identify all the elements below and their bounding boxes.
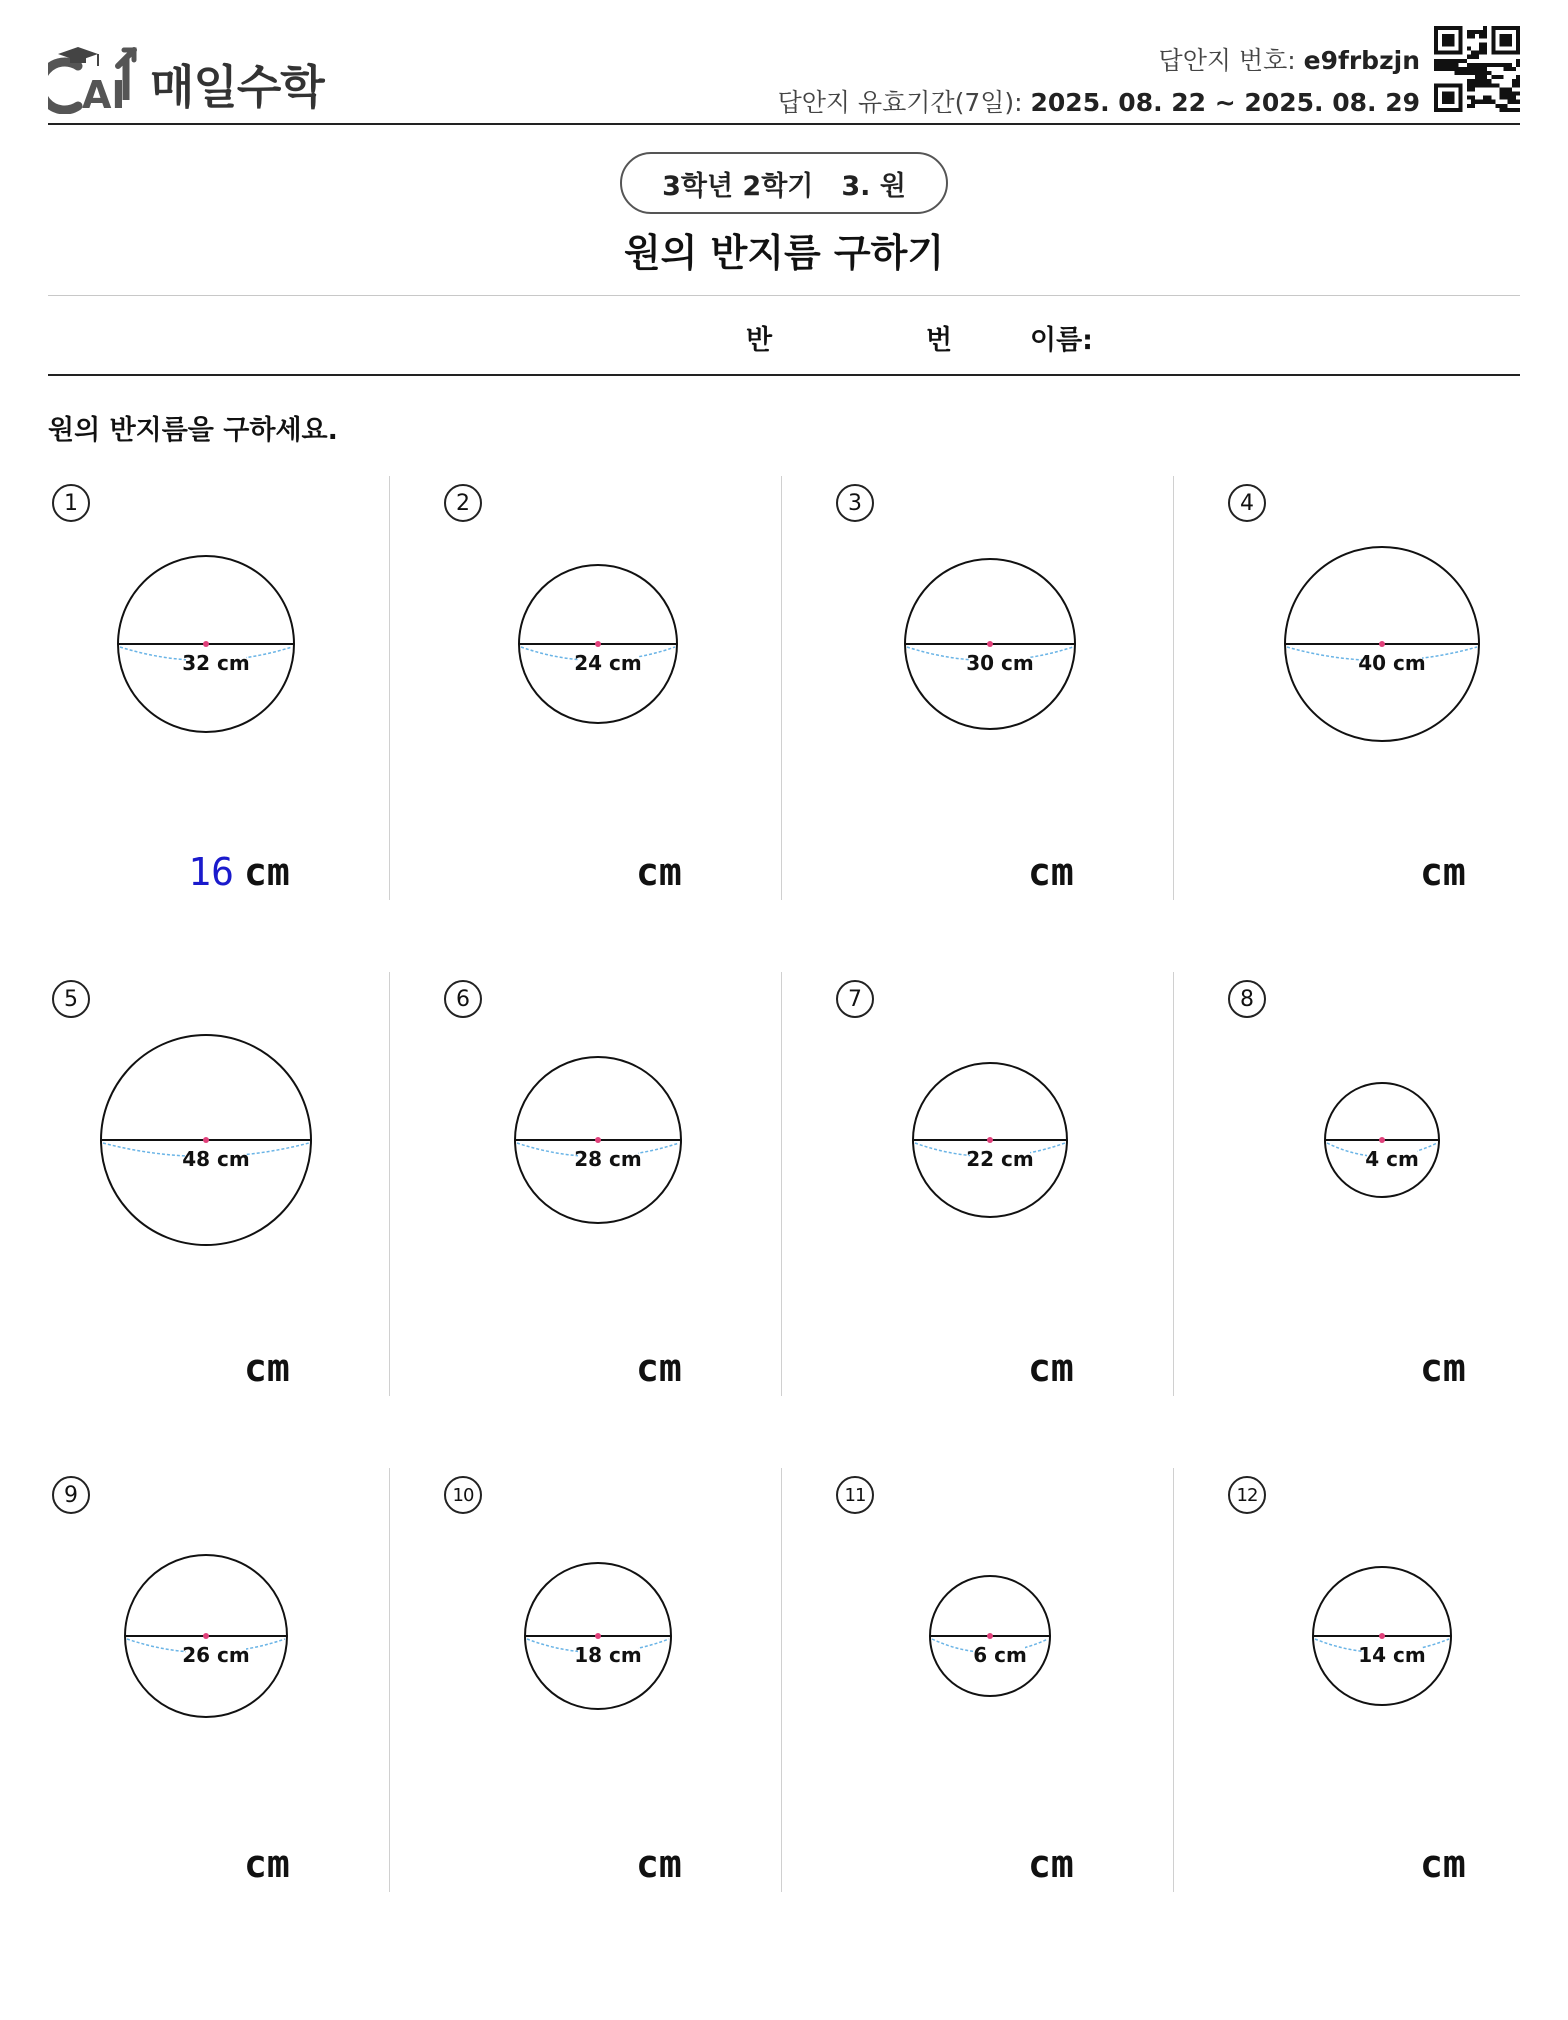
circle-figure (1224, 476, 1568, 836)
answer-row (1224, 1838, 1568, 1888)
validity-label: 답안지 유효기간(7일): (777, 88, 1023, 117)
problem-number: 12 (1228, 1476, 1266, 1514)
sheet-info (778, 40, 1420, 124)
problem-number: 3 (836, 484, 874, 522)
problem-number: 7 (836, 980, 874, 1018)
center-dot (1379, 1633, 1385, 1639)
logo (48, 34, 324, 114)
problem-item (832, 476, 1224, 906)
answer-unit: cm (1028, 850, 1074, 894)
problem-number: 8 (1228, 980, 1266, 1018)
problem-number: 2 (444, 484, 482, 522)
problem-item (440, 1468, 832, 1898)
center-dot (595, 641, 601, 647)
answer-unit: cm (636, 1842, 682, 1886)
sheet-number: e9frbzjn (1303, 46, 1420, 75)
answer-row (48, 846, 440, 896)
diameter-label: 40 cm (1358, 651, 1426, 675)
logo-prefix: AI (82, 73, 126, 114)
answer-row (440, 1342, 832, 1392)
circle-figure (832, 1468, 1224, 1828)
center-dot (595, 1633, 601, 1639)
circle-figure (48, 972, 440, 1332)
answer-row (832, 1838, 1224, 1888)
diameter-label: 14 cm (1358, 1643, 1426, 1667)
answer-unit: cm (244, 850, 290, 894)
logo-text: 매일수학 (150, 60, 324, 114)
number-label: 번 (926, 325, 953, 356)
problem-item (440, 476, 832, 906)
center-dot (987, 641, 993, 647)
center-dot (1379, 641, 1385, 647)
circle-figure (48, 476, 440, 836)
problem-item (832, 1468, 1224, 1898)
center-dot (987, 1137, 993, 1143)
circle-figure (1224, 972, 1568, 1332)
problem-number: 5 (52, 980, 90, 1018)
diameter-label: 22 cm (966, 1147, 1034, 1171)
answer-unit: cm (1420, 1842, 1466, 1886)
problem-item (1224, 476, 1568, 906)
problem-number: 4 (1228, 484, 1266, 522)
center-dot (203, 1633, 209, 1639)
answer-row (48, 1342, 440, 1392)
circle-figure (48, 1468, 440, 1828)
name-divider (48, 374, 1520, 376)
center-dot (987, 1633, 993, 1639)
circle-figure (832, 972, 1224, 1332)
center-dot (203, 641, 209, 647)
circle-figure (1224, 1468, 1568, 1828)
answer-unit: cm (636, 850, 682, 894)
problem-number: 11 (836, 1476, 874, 1514)
diameter-label: 28 cm (574, 1147, 642, 1171)
page-title: 원의 반지름 구하기 (623, 231, 945, 275)
problem-item (832, 972, 1224, 1402)
problem-item (48, 972, 440, 1402)
sheet-number-label: 답안지 번호: (1158, 46, 1296, 75)
answer-row (832, 1342, 1224, 1392)
validity-dates: 2025. 08. 22 ~ 2025. 08. 29 (1030, 88, 1420, 117)
unit-badge (620, 152, 948, 214)
answer-row (440, 846, 832, 896)
center-dot (203, 1137, 209, 1143)
title-divider (48, 295, 1520, 296)
center-dot (1379, 1137, 1385, 1143)
diameter-label: 24 cm (574, 651, 642, 675)
answer-unit: cm (1420, 1346, 1466, 1390)
answer-row (440, 1838, 832, 1888)
circle-figure (440, 972, 832, 1332)
logo-graduation-icon (48, 44, 144, 114)
circle-figure (440, 476, 832, 836)
problem-item (1224, 1468, 1568, 1898)
name-label: 이름: (1030, 325, 1093, 356)
circle-figure (832, 476, 1224, 836)
circle-figure (440, 1468, 832, 1828)
answer-row (1224, 1342, 1568, 1392)
problem-number: 6 (444, 980, 482, 1018)
answer-unit: cm (1420, 850, 1466, 894)
center-dot (595, 1137, 601, 1143)
diameter-label: 48 cm (182, 1147, 250, 1171)
problem-item (440, 972, 832, 1402)
answer-unit: cm (1028, 1346, 1074, 1390)
answer-unit: cm (1028, 1842, 1074, 1886)
problem-number: 9 (52, 1476, 90, 1514)
answer-unit: cm (244, 1842, 290, 1886)
diameter-label: 18 cm (574, 1643, 642, 1667)
answer-value[interactable]: 16 (188, 850, 234, 894)
answer-row (48, 1838, 440, 1888)
answer-unit: cm (244, 1346, 290, 1390)
problem-item (1224, 972, 1568, 1402)
diameter-label: 4 cm (1365, 1147, 1419, 1171)
problem-item (48, 476, 440, 906)
answer-row (832, 846, 1224, 896)
class-label: 반 (746, 325, 773, 356)
instruction: 원의 반지름을 구하세요. (48, 415, 338, 446)
diameter-label: 32 cm (182, 651, 250, 675)
problem-item (48, 1468, 440, 1898)
problem-number: 1 (52, 484, 90, 522)
answer-unit: cm (636, 1346, 682, 1390)
diameter-label: 26 cm (182, 1643, 250, 1667)
qr-code-icon (1434, 26, 1520, 112)
diameter-label: 30 cm (966, 651, 1034, 675)
problem-number: 10 (444, 1476, 482, 1514)
diameter-label: 6 cm (973, 1643, 1027, 1667)
answer-row (1224, 846, 1568, 896)
header-divider (48, 123, 1520, 125)
unit-grade: 3학년 2학기 (662, 170, 814, 202)
unit-chapter: 3. 원 (841, 170, 906, 202)
